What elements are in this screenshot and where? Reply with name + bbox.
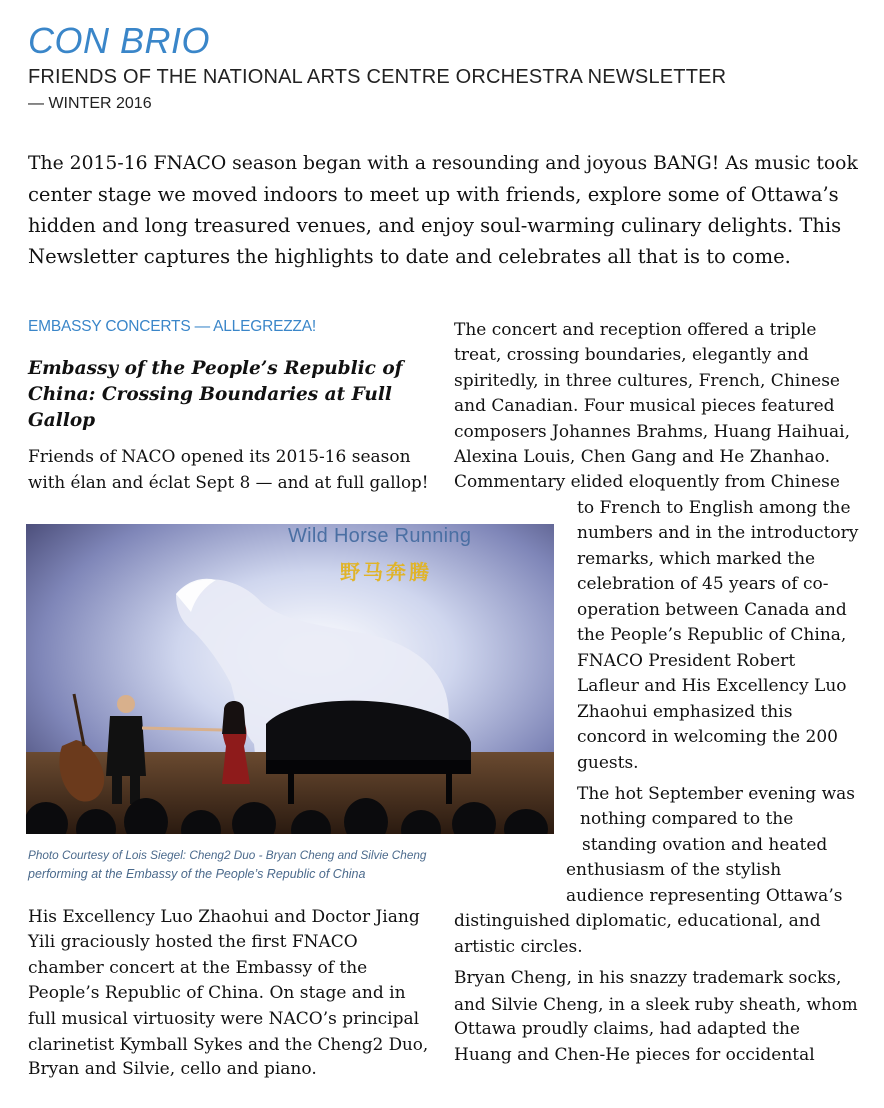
intro-line: Newsletter captures the highlights to date and celebrates all that is to come. (28, 245, 791, 268)
body-line: Ottawa proudly claims, had adapted the (454, 1019, 800, 1039)
article-title-line: Embassy of the People’s Republic of (28, 358, 403, 379)
body-line: artistic circles. (454, 937, 583, 957)
section-heading: EMBASSY CONCERTS — ALLEGREZZA! (28, 318, 317, 335)
body-line: Bryan and Silvie, cello and piano. (28, 1059, 317, 1079)
body-line: FNACO President Robert (577, 651, 796, 671)
body-line: Commentary elided eloquently from Chinese (454, 472, 840, 492)
body-line: numbers and in the introductory (577, 523, 859, 543)
body-line: remarks, which marked the (577, 549, 816, 569)
body-line: guests. (577, 753, 639, 773)
body-line: operation between Canada and (577, 600, 847, 620)
photo-overlay-chinese-title: 野马奔腾 (340, 562, 432, 584)
body-line: chamber concert at the Embassy of the (28, 958, 368, 978)
caption-line: Photo Courtesy of Lois Siegel: Cheng2 Duo - Bryan Cheng and Silvie Cheng (28, 849, 427, 862)
newsletter-title: CON BRIO (28, 20, 211, 61)
photo-overlay-title: Wild Horse Running (288, 525, 472, 547)
body-line: Bryan Cheng, in his snazzy trademark socks, (454, 968, 842, 988)
body-line: People’s Republic of China. On stage and in (28, 983, 406, 1003)
body-line: Huang and Chen-He pieces for occidental (454, 1045, 815, 1065)
article-title-line: China: Crossing Boundaries at Full (28, 384, 392, 405)
body-line: audience representing Ottawa’s (566, 886, 843, 906)
body-line: full musical virtuosity were NACO’s principal (28, 1009, 420, 1029)
body-line: Alexina Louis, Chen Gang and He Zhanhao. (454, 447, 830, 467)
body-line: the People’s Republic of China, (577, 625, 847, 645)
intro-line: The 2015-16 FNACO season began with a resounding and joyous BANG! As music took (28, 153, 858, 174)
body-line: concord in welcoming the 200 (577, 727, 838, 747)
intro-line: center stage we moved indoors to meet up with friends, explore some of Ottawa’s (28, 183, 839, 206)
body-line: enthusiasm of the stylish (566, 860, 782, 880)
body-line: Zhaohui emphasized this (577, 702, 793, 722)
body-line: spiritedly, in three cultures, French, Chinese (454, 371, 840, 391)
lead-line: Friends of NACO opened its 2015-16 season (28, 447, 411, 467)
caption-line: performing at the Embassy of the People’s Republic of China (28, 867, 366, 881)
body-line: and Canadian. Four musical pieces featured (454, 396, 835, 416)
concert-photo-illustration (26, 524, 554, 834)
newsletter-subtitle: FRIENDS OF THE NATIONAL ARTS CENTRE ORCHESTRA NEWSLETTER (28, 66, 727, 88)
lead-line: with élan and éclat Sept 8 — and at full gallop! (28, 472, 429, 492)
body-line: Yili graciously hosted the first FNACO (28, 932, 358, 952)
body-line: and Silvie Cheng, in a sleek ruby sheath, whom (454, 994, 858, 1014)
body-line: distinguished diplomatic, educational, and (454, 911, 821, 931)
article-title-line: Gallop (28, 410, 96, 431)
body-line: composers Johannes Brahms, Huang Haihuai, (454, 422, 851, 442)
concert-photo (26, 524, 554, 834)
body-line: The hot September evening was (577, 784, 856, 804)
body-line: celebration of 45 years of co- (577, 574, 829, 594)
body-line: clarinetist Kymball Sykes and the Cheng2 Duo, (28, 1034, 429, 1054)
body-line: treat, crossing boundaries, elegantly and (454, 345, 809, 365)
body-line: to French to English among the (577, 498, 851, 518)
body-line: Lafleur and His Excellency Luo (577, 676, 847, 696)
body-line: His Excellency Luo Zhaohui and Doctor Jiang (28, 907, 420, 927)
body-line: nothing compared to the (580, 809, 794, 829)
intro-line: hidden and long treasured venues, and enjoy soul-warming culinary delights. This (28, 214, 842, 237)
body-line: standing ovation and heated (582, 835, 828, 855)
body-line: The concert and reception offered a triple (454, 320, 817, 340)
newsletter-issue: — WINTER 2016 (28, 95, 152, 112)
